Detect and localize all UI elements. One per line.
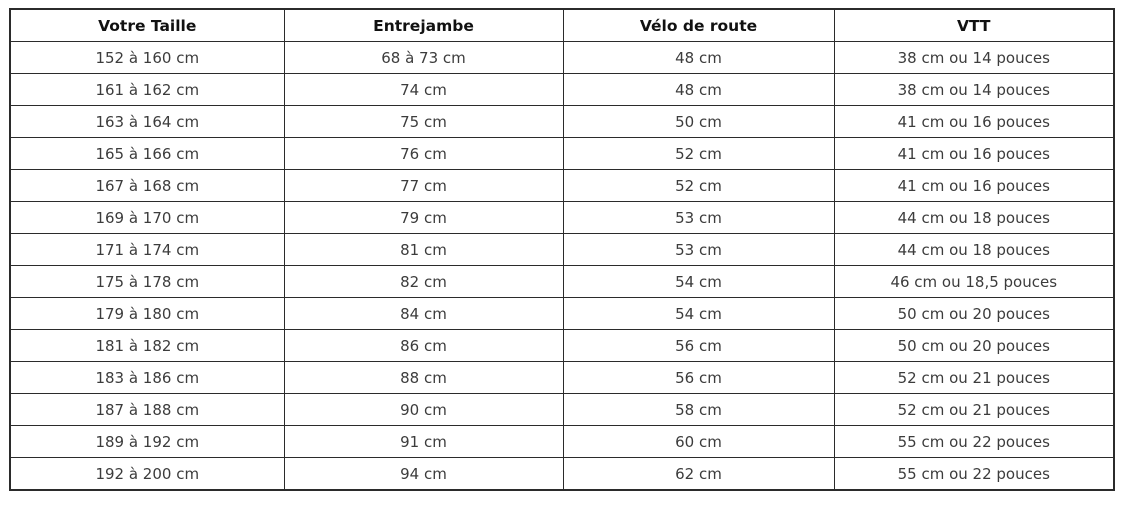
table-cell: 175 à 178 cm	[10, 266, 284, 298]
table-row	[10, 266, 1114, 298]
bike-size-table-container	[9, 8, 1115, 491]
bike-size-table	[9, 8, 1115, 491]
table-row	[10, 74, 1114, 106]
column-header-entrejambe: Entrejambe	[284, 9, 563, 42]
table-cell: 50 cm	[563, 106, 834, 138]
table-cell: 38 cm ou 14 pouces	[834, 42, 1114, 74]
table-cell: 88 cm	[284, 362, 563, 394]
table-row	[10, 394, 1114, 426]
table-row	[10, 234, 1114, 266]
table-cell: 58 cm	[563, 394, 834, 426]
table-cell: 60 cm	[563, 426, 834, 458]
table-cell: 62 cm	[563, 458, 834, 491]
table-row	[10, 362, 1114, 394]
table-cell: 54 cm	[563, 298, 834, 330]
table-row	[10, 458, 1114, 491]
table-row	[10, 138, 1114, 170]
table-body	[10, 42, 1114, 491]
table-cell: 68 à 73 cm	[284, 42, 563, 74]
table-cell: 171 à 174 cm	[10, 234, 284, 266]
table-row	[10, 106, 1114, 138]
table-cell: 91 cm	[284, 426, 563, 458]
table-cell: 77 cm	[284, 170, 563, 202]
table-cell: 187 à 188 cm	[10, 394, 284, 426]
table-row	[10, 42, 1114, 74]
table-cell: 48 cm	[563, 42, 834, 74]
column-header-vtt: VTT	[834, 9, 1114, 42]
table-cell: 48 cm	[563, 74, 834, 106]
table-cell: 79 cm	[284, 202, 563, 234]
table-cell: 189 à 192 cm	[10, 426, 284, 458]
table-cell: 52 cm ou 21 pouces	[834, 362, 1114, 394]
table-cell: 152 à 160 cm	[10, 42, 284, 74]
table-cell: 52 cm	[563, 170, 834, 202]
table-cell: 75 cm	[284, 106, 563, 138]
column-header-votre-taille: Votre Taille	[10, 9, 284, 42]
table-cell: 50 cm ou 20 pouces	[834, 330, 1114, 362]
table-cell: 44 cm ou 18 pouces	[834, 234, 1114, 266]
table-cell: 41 cm ou 16 pouces	[834, 138, 1114, 170]
table-cell: 81 cm	[284, 234, 563, 266]
table-cell: 44 cm ou 18 pouces	[834, 202, 1114, 234]
table-header-row	[10, 9, 1114, 42]
table-cell: 181 à 182 cm	[10, 330, 284, 362]
table-cell: 50 cm ou 20 pouces	[834, 298, 1114, 330]
table-cell: 76 cm	[284, 138, 563, 170]
table-cell: 56 cm	[563, 362, 834, 394]
table-row	[10, 330, 1114, 362]
table-cell: 165 à 166 cm	[10, 138, 284, 170]
table-cell: 74 cm	[284, 74, 563, 106]
table-cell: 41 cm ou 16 pouces	[834, 170, 1114, 202]
table-cell: 41 cm ou 16 pouces	[834, 106, 1114, 138]
table-cell: 54 cm	[563, 266, 834, 298]
table-cell: 163 à 164 cm	[10, 106, 284, 138]
table-cell: 82 cm	[284, 266, 563, 298]
table-cell: 94 cm	[284, 458, 563, 491]
table-cell: 169 à 170 cm	[10, 202, 284, 234]
column-header-velo-de-route: Vélo de route	[563, 9, 834, 42]
table-row	[10, 298, 1114, 330]
table-cell: 179 à 180 cm	[10, 298, 284, 330]
table-row	[10, 170, 1114, 202]
table-cell: 167 à 168 cm	[10, 170, 284, 202]
table-cell: 192 à 200 cm	[10, 458, 284, 491]
table-cell: 53 cm	[563, 234, 834, 266]
table-cell: 52 cm	[563, 138, 834, 170]
table-cell: 183 à 186 cm	[10, 362, 284, 394]
table-cell: 53 cm	[563, 202, 834, 234]
table-cell: 56 cm	[563, 330, 834, 362]
table-cell: 52 cm ou 21 pouces	[834, 394, 1114, 426]
table-row	[10, 426, 1114, 458]
table-cell: 84 cm	[284, 298, 563, 330]
table-cell: 161 à 162 cm	[10, 74, 284, 106]
table-cell: 46 cm ou 18,5 pouces	[834, 266, 1114, 298]
table-cell: 90 cm	[284, 394, 563, 426]
table-cell: 55 cm ou 22 pouces	[834, 426, 1114, 458]
table-cell: 86 cm	[284, 330, 563, 362]
table-row	[10, 202, 1114, 234]
table-cell: 55 cm ou 22 pouces	[834, 458, 1114, 491]
table-cell: 38 cm ou 14 pouces	[834, 74, 1114, 106]
